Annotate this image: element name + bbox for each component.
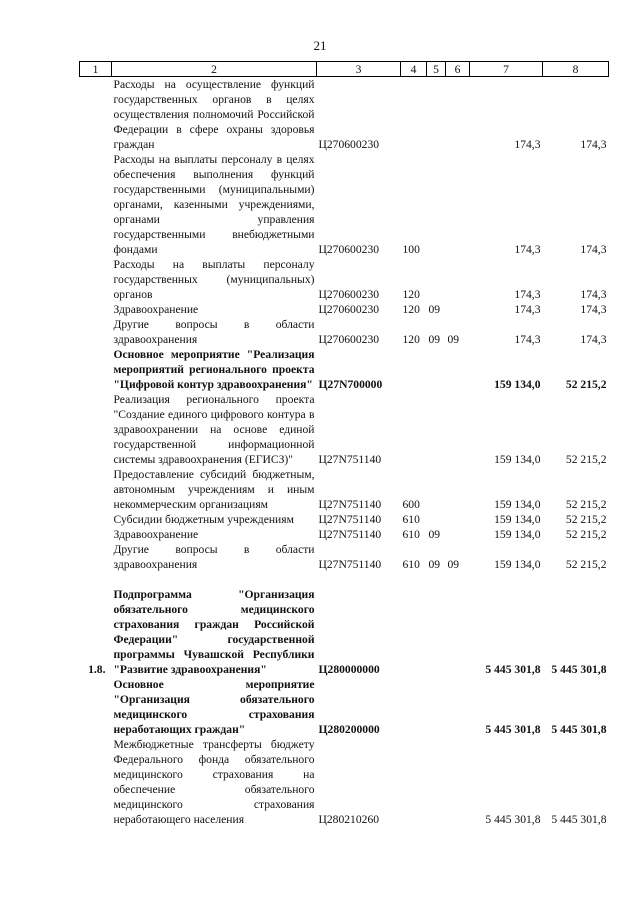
row-name: Основное мероприятие "Организация обязательного медицинского страхования неработающих граждан" bbox=[113, 678, 315, 736]
header-cell: 5 bbox=[427, 62, 446, 77]
row-amount-year1: 159 134,0 bbox=[494, 513, 541, 526]
header-cell: 1 bbox=[80, 62, 112, 77]
row-subsection bbox=[446, 737, 470, 827]
row-code: Ц280200000 bbox=[318, 723, 380, 736]
row-number bbox=[80, 347, 112, 392]
row-section: 09 bbox=[428, 558, 441, 571]
table-header bbox=[80, 62, 609, 77]
row-amount-year1: 159 134,0 bbox=[494, 453, 541, 466]
row-name: Расходы на выплаты персоналу в целях обеспечения выполнения функций государственными (муниципальными) органами, казенными учреждениями, органами управления государственными внебюджетными фондами bbox=[113, 153, 315, 256]
row-expense-type bbox=[401, 587, 427, 677]
row-section bbox=[427, 152, 446, 257]
row-amount-year2: 5 445 301,8 bbox=[551, 813, 607, 826]
header-cell: 6 bbox=[446, 62, 470, 77]
table-row bbox=[80, 152, 609, 257]
row-amount-year1: 174,3 bbox=[514, 288, 541, 301]
row-amount-year1: 174,3 bbox=[514, 333, 541, 346]
row-number bbox=[80, 152, 112, 257]
row-number bbox=[80, 257, 112, 302]
row-code: Ц27N751140 bbox=[318, 558, 382, 571]
row-amount-year1: 159 134,0 bbox=[494, 558, 541, 571]
table-row bbox=[80, 587, 609, 677]
row-number bbox=[80, 317, 112, 347]
row-code: Ц27N751140 bbox=[318, 453, 382, 466]
row-expense-type bbox=[401, 392, 427, 467]
row-name: Субсидии бюджетным учреждениям bbox=[113, 513, 294, 526]
row-section bbox=[427, 347, 446, 392]
row-name: Основное мероприятие "Реализация мероприятий регионального проекта "Цифровой контур здравоохранения" bbox=[113, 348, 315, 391]
row-name: Реализация регионального проекта "Создание единого цифрового контура в здравоохранении на основе единой государственной информационной системы здравоохранения (ЕГИСЗ)" bbox=[113, 393, 315, 466]
row-section bbox=[427, 512, 446, 527]
row-code: Ц270600230 bbox=[318, 288, 380, 301]
row-code: Ц27N700000 bbox=[318, 378, 383, 391]
row-name: Другие вопросы в области здравоохранения bbox=[113, 543, 315, 571]
row-expense-type: 610 bbox=[402, 528, 420, 541]
row-amount-year2: 174,3 bbox=[580, 243, 607, 256]
row-section: 09 bbox=[428, 303, 441, 316]
row-code: Ц27N751140 bbox=[318, 513, 382, 526]
row-number bbox=[80, 77, 112, 153]
row-code: Ц270600230 bbox=[318, 138, 380, 151]
row-amount-year2: 174,3 bbox=[580, 303, 607, 316]
row-code: Ц280210260 bbox=[318, 813, 380, 826]
row-code: Ц27N751140 bbox=[318, 528, 382, 541]
row-amount-year1: 5 445 301,8 bbox=[485, 723, 541, 736]
row-name: Здравоохранение bbox=[113, 303, 199, 316]
row-name: Расходы на осуществление функций государственных органов в целях осуществления полномочий Российской Федерации в сфере охраны здоровья граждан bbox=[113, 78, 315, 151]
row-expense-type: 120 bbox=[402, 288, 420, 301]
row-section: 09 bbox=[428, 528, 441, 541]
row-spacer-cell bbox=[80, 572, 609, 587]
row-expense-type: 120 bbox=[402, 333, 420, 346]
row-section bbox=[427, 587, 446, 677]
row-subsection bbox=[446, 587, 470, 677]
row-subsection bbox=[446, 527, 470, 542]
header-cell: 2 bbox=[112, 62, 317, 77]
row-subsection bbox=[446, 392, 470, 467]
row-name: Межбюджетные трансферты бюджету Федерального фонда обязательного медицинского страхования на обеспечение обязательного медицинского страхования неработающего населения bbox=[113, 738, 315, 826]
row-section bbox=[427, 392, 446, 467]
row-subsection bbox=[446, 257, 470, 302]
row-name: Другие вопросы в области здравоохранения bbox=[113, 318, 315, 346]
table-body bbox=[80, 77, 609, 828]
row-name: Подпрограмма "Организация обязательного медицинского страхования граждан Российской Федерации" государственной программы Чувашской Республики "Развитие здравоохранения" bbox=[113, 588, 315, 676]
row-number bbox=[80, 392, 112, 467]
row-expense-type bbox=[401, 77, 427, 153]
row-number bbox=[80, 527, 112, 542]
row-amount-year2: 52 215,2 bbox=[565, 558, 607, 571]
row-amount-year1: 159 134,0 bbox=[494, 528, 541, 541]
row-subsection bbox=[446, 512, 470, 527]
row-number bbox=[80, 302, 112, 317]
row-amount-year1: 159 134,0 bbox=[494, 378, 541, 391]
row-amount-year1: 159 134,0 bbox=[494, 498, 541, 511]
table-row bbox=[80, 347, 609, 392]
header-cell: 4 bbox=[401, 62, 427, 77]
budget-table bbox=[79, 61, 609, 827]
row-subsection bbox=[446, 347, 470, 392]
row-code: Ц280000000 bbox=[318, 663, 380, 676]
row-amount-year1: 174,3 bbox=[514, 303, 541, 316]
row-number: 1.8. bbox=[88, 663, 106, 676]
row-name: Здравоохранение bbox=[113, 528, 199, 541]
row-expense-type: 120 bbox=[402, 303, 420, 316]
row-amount-year2: 5 445 301,8 bbox=[551, 663, 607, 676]
row-expense-type: 100 bbox=[402, 243, 420, 256]
row-subsection: 09 bbox=[447, 558, 460, 571]
row-section: 09 bbox=[428, 333, 441, 346]
table-row bbox=[80, 392, 609, 467]
row-amount-year2: 52 215,2 bbox=[565, 378, 607, 391]
row-subsection bbox=[446, 677, 470, 737]
table-row bbox=[80, 677, 609, 737]
row-subsection bbox=[446, 302, 470, 317]
row-section bbox=[427, 677, 446, 737]
table-row bbox=[80, 542, 609, 572]
row-code: Ц270600230 bbox=[318, 333, 380, 346]
table-row bbox=[80, 257, 609, 302]
row-code: Ц27N751140 bbox=[318, 498, 382, 511]
row-amount-year2: 52 215,2 bbox=[565, 513, 607, 526]
header-cell: 7 bbox=[470, 62, 543, 77]
row-number bbox=[80, 542, 112, 572]
row-section bbox=[427, 467, 446, 512]
row-amount-year2: 52 215,2 bbox=[565, 498, 607, 511]
row-name: Расходы на выплаты персоналу государственных (муниципальных) органов bbox=[113, 258, 315, 301]
header-row bbox=[80, 62, 609, 77]
row-expense-type: 610 bbox=[402, 558, 420, 571]
table-row bbox=[80, 737, 609, 827]
row-expense-type bbox=[401, 677, 427, 737]
row-amount-year2: 174,3 bbox=[580, 138, 607, 151]
row-number bbox=[80, 677, 112, 737]
row-amount-year2: 52 215,2 bbox=[565, 528, 607, 541]
row-expense-type: 600 bbox=[402, 498, 420, 511]
row-subsection: 09 bbox=[447, 333, 460, 346]
row-amount-year2: 52 215,2 bbox=[565, 453, 607, 466]
table-row bbox=[80, 512, 609, 527]
row-number bbox=[80, 467, 112, 512]
row-expense-type: 610 bbox=[402, 513, 420, 526]
header-cell: 3 bbox=[317, 62, 401, 77]
row-name: Предоставление субсидий бюджетным, автономным учреждениям и иным некоммерческим организациям bbox=[113, 468, 315, 511]
row-amount-year2: 5 445 301,8 bbox=[551, 723, 607, 736]
row-amount-year1: 5 445 301,8 bbox=[485, 663, 541, 676]
row-number bbox=[80, 737, 112, 827]
table-row bbox=[80, 317, 609, 347]
row-expense-type bbox=[401, 737, 427, 827]
row-spacer bbox=[80, 572, 609, 587]
row-subsection bbox=[446, 152, 470, 257]
table-row bbox=[80, 467, 609, 512]
table-row bbox=[80, 302, 609, 317]
row-amount-year2: 174,3 bbox=[580, 288, 607, 301]
row-section bbox=[427, 257, 446, 302]
header-cell: 8 bbox=[543, 62, 609, 77]
row-amount-year1: 174,3 bbox=[514, 138, 541, 151]
row-number bbox=[80, 512, 112, 527]
row-amount-year2: 174,3 bbox=[580, 333, 607, 346]
row-section bbox=[427, 77, 446, 153]
table-row bbox=[80, 77, 609, 153]
row-section bbox=[427, 737, 446, 827]
row-expense-type bbox=[401, 347, 427, 392]
row-code: Ц270600230 bbox=[318, 303, 380, 316]
page-number: 21 bbox=[313, 38, 327, 53]
row-subsection bbox=[446, 77, 470, 153]
row-amount-year1: 174,3 bbox=[514, 243, 541, 256]
row-amount-year1: 5 445 301,8 bbox=[485, 813, 541, 826]
table-row bbox=[80, 527, 609, 542]
row-code: Ц270600230 bbox=[318, 243, 380, 256]
row-subsection bbox=[446, 467, 470, 512]
